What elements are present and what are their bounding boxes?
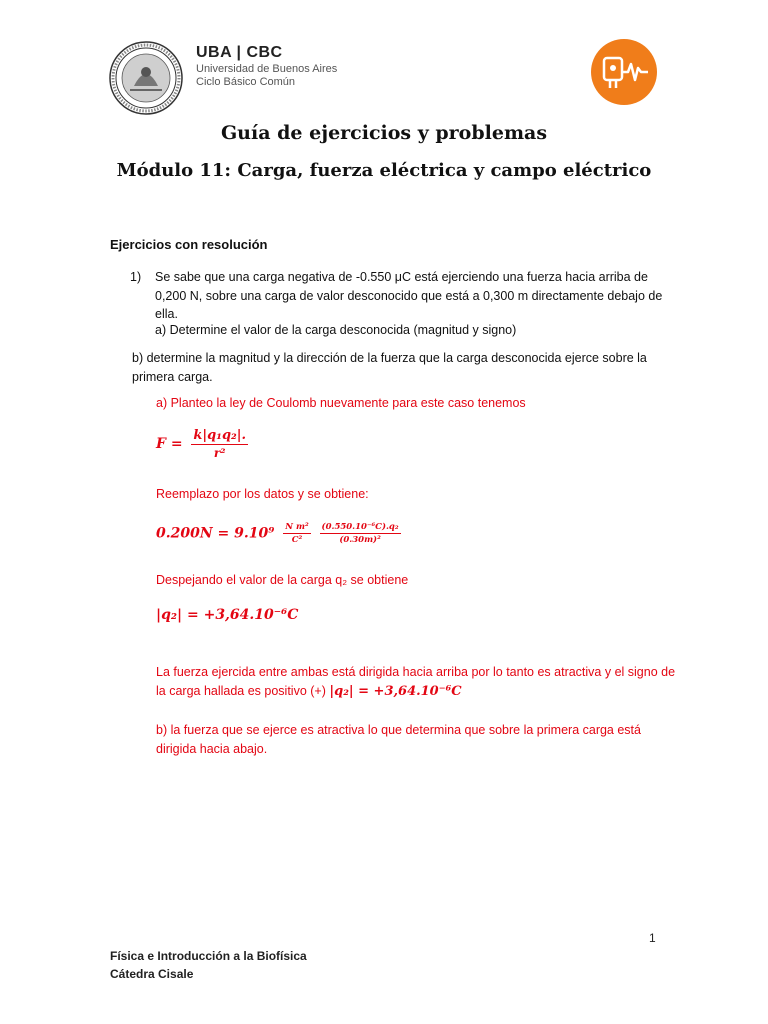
uba-seal-logo [108, 40, 184, 116]
document-title: Guía de ejercicios y problemas [220, 122, 548, 144]
eq1-denominator: r² [213, 446, 226, 460]
result-equation: |q₂| = +3,64.10⁻⁶C [156, 607, 299, 623]
org-subtitle [196, 63, 337, 89]
footer-course: Física e Introducción a la Biofísica [110, 949, 307, 963]
solution-step-2: Reemplazo por los datos y se obtiene: [156, 487, 369, 501]
org-line-2: Ciclo Básico Común [196, 76, 296, 88]
solution-step-3: Despejando el valor de la carga q₂ se obtiene [156, 573, 409, 587]
step-4-math: |q₂| = +3,64.10⁻⁶C [329, 683, 462, 699]
step-4-text: La fuerza ejercida entre ambas está dirigida hacia arriba por lo tanto es atractiva y el signo de la carga hallada es positivo (+) [156, 665, 676, 698]
solution-step-4 [156, 663, 676, 701]
eq1-lhs: F = [156, 436, 183, 452]
biophysics-logo-icon [590, 38, 658, 106]
eq2-unit-denominator: C² [291, 535, 303, 545]
page-number: 1 [649, 931, 656, 945]
module-title: Módulo 11: Carga, fuerza eléctrica y campo eléctrico [116, 160, 652, 181]
eq2-value-denominator: (0.30m)² [339, 535, 381, 545]
eq1-fraction [191, 428, 248, 460]
problem-part-a: a) Determine el valor de la carga desconocida (magnitud y signo) [155, 323, 517, 337]
eq2-unit-fraction [283, 522, 310, 545]
eq1-numerator: k|q₁q₂|. [193, 428, 246, 443]
coulomb-equation [156, 428, 248, 460]
substitution-equation [156, 522, 401, 545]
solution-step-5: b) la fuerza que se ejerce es atractiva lo que determina que sobre la primera carga está dirigida hacia abajo. [156, 723, 641, 756]
eq2-value-numerator: (0.550.10⁻⁶C).q₂ [321, 522, 399, 532]
problem-number: 1) [130, 270, 142, 284]
eq2-value-fraction [320, 522, 401, 545]
org-line-1: Universidad de Buenos Aires [196, 63, 338, 75]
org-title: UBA | CBC [196, 44, 283, 61]
section-heading: Ejercicios con resolución [110, 237, 268, 252]
eq2-lhs: 0.200N = 9.10⁹ [156, 525, 275, 542]
problem-part-b: b) determine la magnitud y la dirección de la fuerza que la carga desconocida ejerce sobre la primera carga. [132, 351, 647, 384]
eq2-unit-numerator: N m² [285, 522, 309, 532]
problem-statement: Se sabe que una carga negativa de -0.550 μC está ejerciendo una fuerza hacia arriba de 0,200 N, sobre una carga de valor desconocido que está a 0,300 m directamente debajo de ella. [155, 270, 663, 321]
solution-step-1: a) Planteo la ley de Coulomb nuevamente para este caso tenemos [156, 396, 526, 410]
footer [110, 947, 307, 983]
footer-chair: Cátedra Cisale [110, 967, 194, 981]
